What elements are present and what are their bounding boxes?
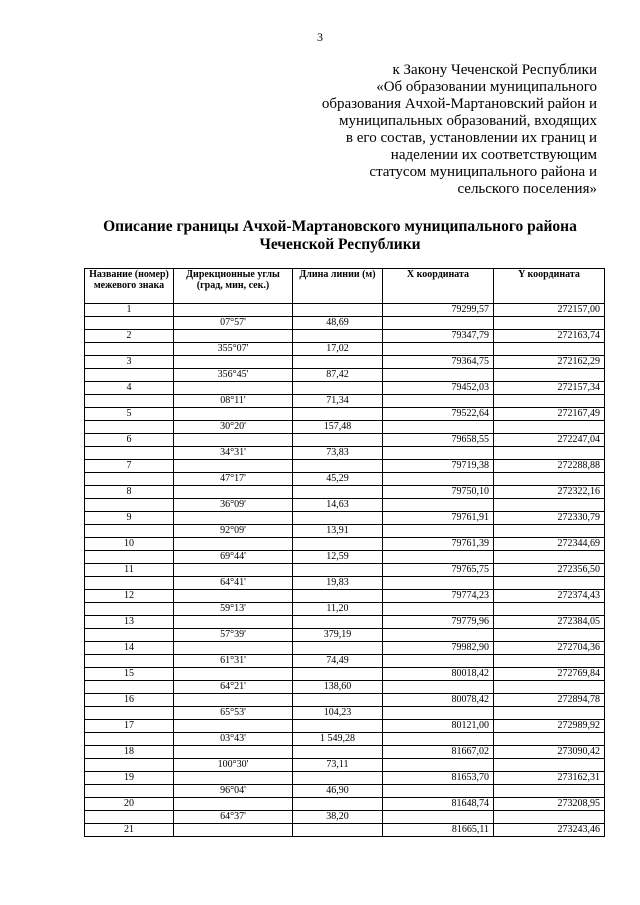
empty-cell bbox=[383, 655, 494, 668]
table-row bbox=[85, 538, 605, 551]
empty-cell bbox=[494, 655, 605, 668]
table-row bbox=[85, 746, 605, 759]
marker-number: 8 bbox=[85, 486, 174, 499]
empty-cell bbox=[174, 434, 293, 447]
table-row bbox=[85, 733, 605, 746]
law-preamble bbox=[267, 62, 597, 198]
marker-number: 19 bbox=[85, 772, 174, 785]
line-length: 73,11 bbox=[293, 759, 383, 772]
marker-number: 9 bbox=[85, 512, 174, 525]
empty-cell bbox=[494, 551, 605, 564]
y-coordinate: 272247,04 bbox=[494, 434, 605, 447]
empty-cell bbox=[85, 603, 174, 616]
x-coordinate: 79761,91 bbox=[383, 512, 494, 525]
empty-cell bbox=[174, 486, 293, 499]
x-coordinate: 79452,03 bbox=[383, 382, 494, 395]
line-length: 14,63 bbox=[293, 499, 383, 512]
empty-cell bbox=[85, 395, 174, 408]
title-line: Описание границы Ачхой-Мартановского муниципального района bbox=[103, 218, 577, 235]
empty-cell bbox=[293, 746, 383, 759]
line-length: 11,20 bbox=[293, 603, 383, 616]
empty-cell bbox=[494, 369, 605, 382]
x-coordinate: 81665,11 bbox=[383, 824, 494, 837]
table-row bbox=[85, 369, 605, 382]
empty-cell bbox=[494, 733, 605, 746]
marker-number: 21 bbox=[85, 824, 174, 837]
line-length: 74,49 bbox=[293, 655, 383, 668]
empty-cell bbox=[383, 317, 494, 330]
empty-cell bbox=[494, 473, 605, 486]
empty-cell bbox=[383, 707, 494, 720]
table-row bbox=[85, 304, 605, 317]
x-coordinate: 80078,42 bbox=[383, 694, 494, 707]
empty-cell bbox=[293, 538, 383, 551]
table-row bbox=[85, 408, 605, 421]
empty-cell bbox=[85, 473, 174, 486]
empty-cell bbox=[494, 525, 605, 538]
empty-cell bbox=[85, 577, 174, 590]
direction-angle: 03°43' bbox=[174, 733, 293, 746]
empty-cell bbox=[293, 824, 383, 837]
table-row bbox=[85, 564, 605, 577]
empty-cell bbox=[293, 408, 383, 421]
empty-cell bbox=[85, 811, 174, 824]
direction-angle: 59°13' bbox=[174, 603, 293, 616]
y-coordinate: 273243,46 bbox=[494, 824, 605, 837]
empty-cell bbox=[383, 681, 494, 694]
empty-cell bbox=[383, 785, 494, 798]
preamble-line: в его состав, установлении их границ и bbox=[345, 130, 597, 146]
y-coordinate: 272157,34 bbox=[494, 382, 605, 395]
page-number: 3 bbox=[317, 30, 323, 44]
x-coordinate: 79522,64 bbox=[383, 408, 494, 421]
y-coordinate: 272344,69 bbox=[494, 538, 605, 551]
empty-cell bbox=[494, 577, 605, 590]
x-coordinate: 79761,39 bbox=[383, 538, 494, 551]
empty-cell bbox=[174, 642, 293, 655]
marker-number: 20 bbox=[85, 798, 174, 811]
line-length: 12,59 bbox=[293, 551, 383, 564]
marker-number: 7 bbox=[85, 460, 174, 473]
empty-cell bbox=[293, 642, 383, 655]
empty-cell bbox=[383, 811, 494, 824]
table-row bbox=[85, 343, 605, 356]
empty-cell bbox=[494, 707, 605, 720]
empty-cell bbox=[85, 369, 174, 382]
table-row bbox=[85, 525, 605, 538]
table-row bbox=[85, 720, 605, 733]
direction-angle: 69°44' bbox=[174, 551, 293, 564]
x-coordinate: 79750,10 bbox=[383, 486, 494, 499]
table-row bbox=[85, 785, 605, 798]
table-row bbox=[85, 577, 605, 590]
empty-cell bbox=[85, 681, 174, 694]
boundary-coordinates-table bbox=[84, 268, 605, 837]
empty-cell bbox=[494, 499, 605, 512]
y-coordinate: 272384,05 bbox=[494, 616, 605, 629]
line-length: 73,83 bbox=[293, 447, 383, 460]
empty-cell bbox=[293, 694, 383, 707]
empty-cell bbox=[174, 330, 293, 343]
table-row bbox=[85, 707, 605, 720]
header-direction-angle: Дирекционные углы (град, мин, сек.) bbox=[174, 269, 293, 304]
empty-cell bbox=[174, 382, 293, 395]
direction-angle: 356°45' bbox=[174, 369, 293, 382]
table-row bbox=[85, 356, 605, 369]
empty-cell bbox=[85, 421, 174, 434]
table-row bbox=[85, 395, 605, 408]
table-row bbox=[85, 655, 605, 668]
document-title bbox=[60, 218, 620, 254]
empty-cell bbox=[174, 668, 293, 681]
empty-cell bbox=[293, 434, 383, 447]
table-row bbox=[85, 590, 605, 603]
empty-cell bbox=[383, 551, 494, 564]
direction-angle: 64°21' bbox=[174, 681, 293, 694]
table-body bbox=[85, 304, 605, 837]
header-x-coordinate: X координата bbox=[383, 269, 494, 304]
line-length: 38,20 bbox=[293, 811, 383, 824]
direction-angle: 64°41' bbox=[174, 577, 293, 590]
empty-cell bbox=[293, 798, 383, 811]
empty-cell bbox=[85, 733, 174, 746]
empty-cell bbox=[494, 395, 605, 408]
empty-cell bbox=[174, 538, 293, 551]
empty-cell bbox=[174, 304, 293, 317]
preamble-line: статусом муниципального района и bbox=[369, 164, 597, 180]
empty-cell bbox=[85, 655, 174, 668]
empty-cell bbox=[293, 772, 383, 785]
empty-cell bbox=[293, 486, 383, 499]
marker-number: 15 bbox=[85, 668, 174, 681]
empty-cell bbox=[85, 317, 174, 330]
empty-cell bbox=[85, 707, 174, 720]
empty-cell bbox=[293, 512, 383, 525]
empty-cell bbox=[383, 499, 494, 512]
line-length: 104,23 bbox=[293, 707, 383, 720]
table-row bbox=[85, 642, 605, 655]
empty-cell bbox=[494, 421, 605, 434]
marker-number: 6 bbox=[85, 434, 174, 447]
marker-number: 17 bbox=[85, 720, 174, 733]
table-row bbox=[85, 382, 605, 395]
line-length: 71,34 bbox=[293, 395, 383, 408]
x-coordinate: 79299,57 bbox=[383, 304, 494, 317]
y-coordinate: 272356,50 bbox=[494, 564, 605, 577]
table-row bbox=[85, 824, 605, 837]
empty-cell bbox=[174, 512, 293, 525]
table-row bbox=[85, 317, 605, 330]
table-row bbox=[85, 447, 605, 460]
marker-number: 10 bbox=[85, 538, 174, 551]
y-coordinate: 273208,95 bbox=[494, 798, 605, 811]
header-line-length: Длина линии (м) bbox=[293, 269, 383, 304]
y-coordinate: 272894,78 bbox=[494, 694, 605, 707]
header-y-coordinate: Y координата bbox=[494, 269, 605, 304]
empty-cell bbox=[174, 772, 293, 785]
marker-number: 16 bbox=[85, 694, 174, 707]
direction-angle: 07°57' bbox=[174, 317, 293, 330]
line-length: 13,91 bbox=[293, 525, 383, 538]
x-coordinate: 81648,74 bbox=[383, 798, 494, 811]
empty-cell bbox=[174, 824, 293, 837]
x-coordinate: 79765,75 bbox=[383, 564, 494, 577]
line-length: 138,60 bbox=[293, 681, 383, 694]
empty-cell bbox=[494, 603, 605, 616]
empty-cell bbox=[383, 603, 494, 616]
empty-cell bbox=[383, 733, 494, 746]
empty-cell bbox=[383, 421, 494, 434]
empty-cell bbox=[494, 785, 605, 798]
table-row bbox=[85, 460, 605, 473]
empty-cell bbox=[85, 629, 174, 642]
direction-angle: 08°11' bbox=[174, 395, 293, 408]
empty-cell bbox=[494, 343, 605, 356]
preamble-line: сельского поселения» bbox=[457, 181, 597, 197]
empty-cell bbox=[293, 564, 383, 577]
marker-number: 14 bbox=[85, 642, 174, 655]
table-row bbox=[85, 629, 605, 642]
marker-number: 1 bbox=[85, 304, 174, 317]
direction-angle: 92°09' bbox=[174, 525, 293, 538]
x-coordinate: 79658,55 bbox=[383, 434, 494, 447]
empty-cell bbox=[383, 343, 494, 356]
empty-cell bbox=[494, 317, 605, 330]
preamble-line: наделении их соответствующим bbox=[390, 147, 597, 163]
empty-cell bbox=[85, 785, 174, 798]
preamble-line: муниципальных образований, входящих bbox=[338, 113, 597, 129]
marker-number: 13 bbox=[85, 616, 174, 629]
empty-cell bbox=[383, 473, 494, 486]
direction-angle: 34°31' bbox=[174, 447, 293, 460]
table-row bbox=[85, 473, 605, 486]
preamble-line: «Об образовании муниципального bbox=[376, 79, 597, 95]
table-row bbox=[85, 486, 605, 499]
marker-number: 18 bbox=[85, 746, 174, 759]
empty-cell bbox=[293, 330, 383, 343]
y-coordinate: 272769,84 bbox=[494, 668, 605, 681]
header-marker-name: Название (номер) межевого знака bbox=[85, 269, 174, 304]
marker-number: 3 bbox=[85, 356, 174, 369]
line-length: 379,19 bbox=[293, 629, 383, 642]
y-coordinate: 272288,88 bbox=[494, 460, 605, 473]
empty-cell bbox=[174, 694, 293, 707]
preamble-line: к Закону Чеченской Республики bbox=[392, 62, 597, 78]
table-row bbox=[85, 499, 605, 512]
x-coordinate: 79779,96 bbox=[383, 616, 494, 629]
y-coordinate: 273162,31 bbox=[494, 772, 605, 785]
empty-cell bbox=[174, 356, 293, 369]
table-row bbox=[85, 330, 605, 343]
y-coordinate: 272704,36 bbox=[494, 642, 605, 655]
y-coordinate: 272330,79 bbox=[494, 512, 605, 525]
table-row bbox=[85, 681, 605, 694]
table-row bbox=[85, 694, 605, 707]
table-row bbox=[85, 616, 605, 629]
y-coordinate: 272162,29 bbox=[494, 356, 605, 369]
empty-cell bbox=[174, 408, 293, 421]
empty-cell bbox=[293, 720, 383, 733]
direction-angle: 36°09' bbox=[174, 499, 293, 512]
y-coordinate: 272989,92 bbox=[494, 720, 605, 733]
empty-cell bbox=[85, 525, 174, 538]
table-row bbox=[85, 434, 605, 447]
x-coordinate: 79982,90 bbox=[383, 642, 494, 655]
empty-cell bbox=[174, 564, 293, 577]
empty-cell bbox=[293, 304, 383, 317]
empty-cell bbox=[494, 811, 605, 824]
x-coordinate: 79774,23 bbox=[383, 590, 494, 603]
direction-angle: 65°53' bbox=[174, 707, 293, 720]
line-length: 157,48 bbox=[293, 421, 383, 434]
empty-cell bbox=[383, 759, 494, 772]
empty-cell bbox=[383, 369, 494, 382]
x-coordinate: 79364,75 bbox=[383, 356, 494, 369]
empty-cell bbox=[293, 590, 383, 603]
y-coordinate: 272163,74 bbox=[494, 330, 605, 343]
marker-number: 11 bbox=[85, 564, 174, 577]
empty-cell bbox=[85, 343, 174, 356]
line-length: 45,29 bbox=[293, 473, 383, 486]
table-row bbox=[85, 668, 605, 681]
y-coordinate: 272374,43 bbox=[494, 590, 605, 603]
empty-cell bbox=[293, 668, 383, 681]
empty-cell bbox=[293, 356, 383, 369]
direction-angle: 96°04' bbox=[174, 785, 293, 798]
empty-cell bbox=[383, 447, 494, 460]
direction-angle: 100°30' bbox=[174, 759, 293, 772]
empty-cell bbox=[383, 577, 494, 590]
x-coordinate: 81653,70 bbox=[383, 772, 494, 785]
line-length: 87,42 bbox=[293, 369, 383, 382]
empty-cell bbox=[85, 759, 174, 772]
line-length: 48,69 bbox=[293, 317, 383, 330]
table-header-row bbox=[85, 269, 605, 304]
direction-angle: 30°20' bbox=[174, 421, 293, 434]
empty-cell bbox=[494, 447, 605, 460]
empty-cell bbox=[494, 759, 605, 772]
empty-cell bbox=[174, 616, 293, 629]
empty-cell bbox=[85, 447, 174, 460]
direction-angle: 61°31' bbox=[174, 655, 293, 668]
table-row bbox=[85, 772, 605, 785]
preamble-line: образования Ачхой-Мартановский район и bbox=[321, 96, 597, 112]
table-row bbox=[85, 603, 605, 616]
x-coordinate: 79719,38 bbox=[383, 460, 494, 473]
empty-cell bbox=[174, 798, 293, 811]
x-coordinate: 79347,79 bbox=[383, 330, 494, 343]
y-coordinate: 272322,16 bbox=[494, 486, 605, 499]
x-coordinate: 80121,00 bbox=[383, 720, 494, 733]
empty-cell bbox=[494, 681, 605, 694]
table-row bbox=[85, 512, 605, 525]
table-row bbox=[85, 421, 605, 434]
y-coordinate: 272167,49 bbox=[494, 408, 605, 421]
marker-number: 4 bbox=[85, 382, 174, 395]
empty-cell bbox=[174, 720, 293, 733]
empty-cell bbox=[174, 460, 293, 473]
marker-number: 5 bbox=[85, 408, 174, 421]
empty-cell bbox=[85, 551, 174, 564]
empty-cell bbox=[383, 395, 494, 408]
y-coordinate: 273090,42 bbox=[494, 746, 605, 759]
empty-cell bbox=[383, 525, 494, 538]
line-length: 46,90 bbox=[293, 785, 383, 798]
empty-cell bbox=[293, 460, 383, 473]
empty-cell bbox=[85, 499, 174, 512]
direction-angle: 47°17' bbox=[174, 473, 293, 486]
marker-number: 2 bbox=[85, 330, 174, 343]
table-row bbox=[85, 759, 605, 772]
direction-angle: 64°37' bbox=[174, 811, 293, 824]
empty-cell bbox=[494, 629, 605, 642]
empty-cell bbox=[174, 590, 293, 603]
empty-cell bbox=[293, 382, 383, 395]
x-coordinate: 81667,02 bbox=[383, 746, 494, 759]
line-length: 1 549,28 bbox=[293, 733, 383, 746]
table-row bbox=[85, 798, 605, 811]
y-coordinate: 272157,00 bbox=[494, 304, 605, 317]
empty-cell bbox=[174, 746, 293, 759]
empty-cell bbox=[383, 629, 494, 642]
direction-angle: 57°39' bbox=[174, 629, 293, 642]
marker-number: 12 bbox=[85, 590, 174, 603]
table-row bbox=[85, 811, 605, 824]
title-line: Чеченской Республики bbox=[259, 236, 421, 253]
line-length: 19,83 bbox=[293, 577, 383, 590]
line-length: 17,02 bbox=[293, 343, 383, 356]
table-row bbox=[85, 551, 605, 564]
x-coordinate: 80018,42 bbox=[383, 668, 494, 681]
empty-cell bbox=[293, 616, 383, 629]
direction-angle: 355°07' bbox=[174, 343, 293, 356]
